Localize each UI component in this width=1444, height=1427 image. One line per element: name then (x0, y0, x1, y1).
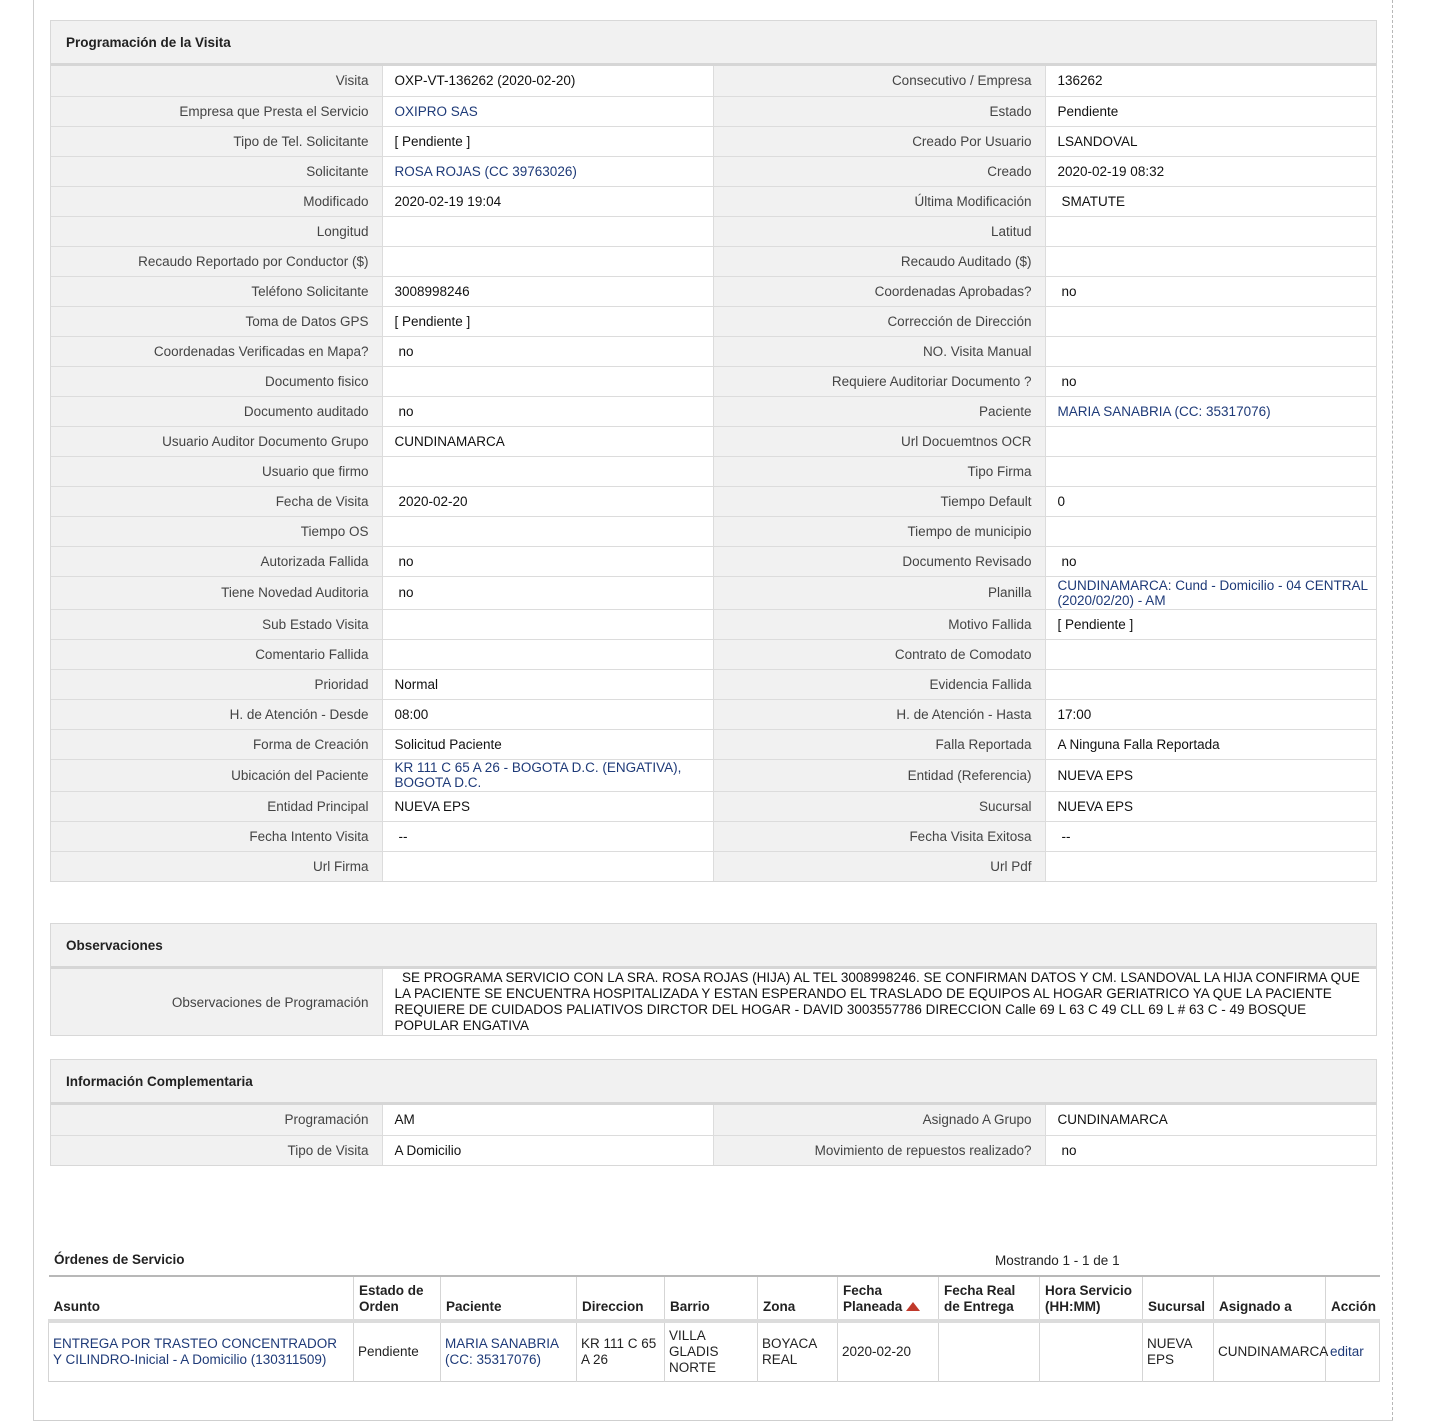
label-ultima-modificacion: Última Modificación (713, 186, 1045, 216)
label-coordenadas-aprobadas: Coordenadas Aprobadas? (713, 276, 1045, 306)
value-planilla (1045, 576, 1376, 609)
label-fecha-intento-visita: Fecha Intento Visita (51, 821, 382, 851)
field-row (51, 486, 1376, 516)
value-paciente (1045, 396, 1376, 426)
field-row (51, 396, 1376, 426)
label-programacion: Programación (51, 1105, 382, 1135)
observaciones-text: SE PROGRAMA SERVICIO CON LA SRA. ROSA ROJAS (HIJA) AL TEL 3008998246. SE CONFIRMAN DATOS Y CM. LSANDOVAL LA HIJA CONFIRMA QUE LA PACIENTE SE ENCUENTRA HOSPITALIZADA Y ESTAN ESPERANDO EL TRASLADO DE EQUIPOS AL HOGAR GERIATRICO YA QUE LA PACIENTE REQUIERE DE CUIDADOS PALIATIVOS DIRCTOR DEL HOGAR - DAVID 3003557786 DIRECCION Calle 69 L 63 C 49 CLL 69 L # 63 C - 49 BOSQUE POPULAR ENGATIVA (394, 970, 1364, 1033)
label-falla-reportada: Falla Reportada (713, 729, 1045, 759)
ordenes-title: Órdenes de Servicio (54, 1252, 185, 1267)
programacion-title: Programación de la Visita (51, 21, 1376, 66)
label-sub-estado-visita: Sub Estado Visita (51, 609, 382, 639)
label-url-firma: Url Firma (51, 851, 382, 881)
label-usuario-auditor-documento-grupo: Usuario Auditor Documento Grupo (51, 426, 382, 456)
label-motivo-fallida: Motivo Fallida (713, 609, 1045, 639)
label-recaudo-auditado: Recaudo Auditado ($) (713, 246, 1045, 276)
programacion-panel (50, 20, 1377, 882)
field-row (51, 576, 1376, 609)
field-row (51, 791, 1376, 821)
orden-fecha-planeada: 2020-02-20 (838, 1321, 939, 1382)
orden-barrio: VILLA GLADIS NORTE (665, 1321, 758, 1382)
col-fecha-real[interactable]: Fecha Real de Entrega (939, 1276, 1040, 1321)
planilla-link[interactable]: CUNDINAMARCA: Cund - Domicilio - 04 CENTRAL (2020/02/20) - AM (1057, 577, 1368, 608)
value-toma-de-datos-gps: [ Pendiente ] (382, 306, 713, 336)
field-row (51, 759, 1376, 791)
label-creado-por-usuario: Creado Por Usuario (713, 126, 1045, 156)
table-row (49, 1321, 1380, 1382)
value-telefono-solicitante: 3008998246 (382, 276, 713, 306)
value-empresa-que-presta-el-servicio (382, 96, 713, 126)
col-barrio[interactable]: Barrio (665, 1276, 758, 1321)
orden-zona: BOYACA REAL (758, 1321, 838, 1382)
label-latitud: Latitud (713, 216, 1045, 246)
field-row (51, 276, 1376, 306)
value-url-docuemtnos-ocr (1045, 426, 1376, 456)
value-comentario-fallida (382, 639, 713, 669)
value-ubicacion-del-paciente (382, 759, 713, 791)
field-row (51, 66, 1376, 96)
label-h-de-atencion-hasta: H. de Atención - Hasta (713, 699, 1045, 729)
empresa-que-presta-el-servicio-link[interactable]: OXIPRO SAS (394, 103, 478, 119)
value-sucursal: NUEVA EPS (1045, 791, 1376, 821)
field-row (51, 669, 1376, 699)
col-estado[interactable]: Estado de Orden (354, 1276, 441, 1321)
value-usuario-que-firmo (382, 456, 713, 486)
programacion-table (51, 66, 1377, 881)
label-modificado: Modificado (51, 186, 382, 216)
value-movimiento-de-repuestos-realizado: no (1045, 1135, 1376, 1165)
value-recaudo-auditado (1045, 246, 1376, 276)
orden-direccion: KR 111 C 65 A 26 (577, 1321, 665, 1382)
label-paciente: Paciente (713, 396, 1045, 426)
value-coordenadas-aprobadas: no (1045, 276, 1376, 306)
label-asignado-a-grupo: Asignado A Grupo (713, 1105, 1045, 1135)
col-accion: Acción (1326, 1276, 1380, 1321)
value-url-pdf (1045, 851, 1376, 881)
value-usuario-auditor-documento-grupo: CUNDINAMARCA (382, 426, 713, 456)
value-consecutivo-empresa: 136262 (1045, 66, 1376, 96)
orden-asignado: CUNDINAMARCA (1214, 1321, 1326, 1382)
label-recaudo-reportado-por-conductor: Recaudo Reportado por Conductor ($) (51, 246, 382, 276)
col-hora-servicio[interactable]: Hora Servicio (HH:MM) (1040, 1276, 1143, 1321)
field-row (51, 1135, 1376, 1165)
paciente-link[interactable]: MARIA SANABRIA (CC: 35317076) (1057, 403, 1271, 419)
orden-editar-link[interactable]: editar (1330, 1344, 1364, 1359)
field-row (51, 1105, 1376, 1135)
col-fecha-planeada-label: Fecha Planeada (843, 1283, 903, 1314)
value-tipo-de-tel-solicitante: [ Pendiente ] (382, 126, 713, 156)
label-empresa-que-presta-el-servicio: Empresa que Presta el Servicio (51, 96, 382, 126)
value-autorizada-fallida: no (382, 546, 713, 576)
sort-ascending-icon[interactable] (906, 1302, 920, 1311)
field-row (51, 546, 1376, 576)
ubicacion-del-paciente-link[interactable]: KR 111 C 65 A 26 - BOGOTA D.C. (ENGATIVA), BOGOTA D.C. (394, 760, 682, 790)
field-row (51, 609, 1376, 639)
value-contrato-de-comodato (1045, 639, 1376, 669)
value-tiene-novedad-auditoria: no (382, 576, 713, 609)
field-row (51, 186, 1376, 216)
field-row (51, 851, 1376, 881)
field-row (51, 729, 1376, 759)
label-no-visita-manual: NO. Visita Manual (713, 336, 1045, 366)
field-row (51, 366, 1376, 396)
value-forma-de-creacion: Solicitud Paciente (382, 729, 713, 759)
complementaria-title: Información Complementaria (51, 1060, 1376, 1105)
observaciones-title: Observaciones (51, 924, 1376, 969)
label-h-de-atencion-desde: H. de Atención - Desde (51, 699, 382, 729)
label-consecutivo-empresa: Consecutivo / Empresa (713, 66, 1045, 96)
field-row (51, 246, 1376, 276)
col-fecha-planeada[interactable] (838, 1276, 939, 1321)
value-solicitante (382, 156, 713, 186)
label-fecha-visita-exitosa: Fecha Visita Exitosa (713, 821, 1045, 851)
value-correccion-de-direccion (1045, 306, 1376, 336)
label-evidencia-fallida: Evidencia Fallida (713, 669, 1045, 699)
value-motivo-fallida: [ Pendiente ] (1045, 609, 1376, 639)
value-latitud (1045, 216, 1376, 246)
value-coordenadas-verificadas-en-mapa: no (382, 336, 713, 366)
label-movimiento-de-repuestos-realizado: Movimiento de repuestos realizado? (713, 1135, 1045, 1165)
value-falla-reportada: A Ninguna Falla Reportada (1045, 729, 1376, 759)
col-direccion[interactable]: Direccion (577, 1276, 665, 1321)
label-longitud: Longitud (51, 216, 382, 246)
field-row (51, 456, 1376, 486)
orden-asunto-link[interactable]: ENTREGA POR TRASTEO CONCENTRADOR Y CILINDRO-Inicial - A Domicilio (130311509) (53, 1336, 338, 1367)
label-correccion-de-direccion: Corrección de Dirección (713, 306, 1045, 336)
orden-fecha-real (939, 1321, 1040, 1382)
field-row (51, 216, 1376, 246)
value-url-firma (382, 851, 713, 881)
value-evidencia-fallida (1045, 669, 1376, 699)
value-requiere-auditoriar-documento: no (1045, 366, 1376, 396)
ordenes-table (48, 1275, 1380, 1382)
label-telefono-solicitante: Teléfono Solicitante (51, 276, 382, 306)
complementaria-table (51, 1105, 1377, 1165)
field-row (51, 126, 1376, 156)
observaciones-label: Observaciones de Programación (51, 969, 382, 1035)
field-row (51, 821, 1376, 851)
label-comentario-fallida: Comentario Fallida (51, 639, 382, 669)
solicitante-link[interactable]: ROSA ROJAS (CC 39763026) (394, 163, 577, 179)
value-documento-auditado: no (382, 396, 713, 426)
orden-hora (1040, 1321, 1143, 1382)
field-row (51, 639, 1376, 669)
col-asignado[interactable]: Asignado a (1214, 1276, 1326, 1321)
label-tipo-de-visita: Tipo de Visita (51, 1135, 382, 1165)
value-h-de-atencion-desde: 08:00 (382, 699, 713, 729)
label-tiene-novedad-auditoria: Tiene Novedad Auditoria (51, 576, 382, 609)
label-usuario-que-firmo: Usuario que firmo (51, 456, 382, 486)
value-tiempo-os (382, 516, 713, 546)
value-fecha-visita-exitosa: -- (1045, 821, 1376, 851)
orden-estado: Pendiente (354, 1321, 441, 1382)
label-entidad-referencia: Entidad (Referencia) (713, 759, 1045, 791)
value-longitud (382, 216, 713, 246)
field-row (51, 306, 1376, 336)
label-entidad-principal: Entidad Principal (51, 791, 382, 821)
label-sucursal: Sucursal (713, 791, 1045, 821)
label-tiempo-de-municipio: Tiempo de municipio (713, 516, 1045, 546)
value-creado-por-usuario: LSANDOVAL (1045, 126, 1376, 156)
col-zona[interactable]: Zona (758, 1276, 838, 1321)
label-creado: Creado (713, 156, 1045, 186)
label-tiempo-os: Tiempo OS (51, 516, 382, 546)
label-documento-revisado: Documento Revisado (713, 546, 1045, 576)
value-ultima-modificacion: SMATUTE (1045, 186, 1376, 216)
label-contrato-de-comodato: Contrato de Comodato (713, 639, 1045, 669)
label-tiempo-default: Tiempo Default (713, 486, 1045, 516)
field-row (51, 426, 1376, 456)
complementaria-panel (50, 1059, 1377, 1166)
label-forma-de-creacion: Forma de Creación (51, 729, 382, 759)
value-modificado: 2020-02-19 19:04 (382, 186, 713, 216)
value-fecha-intento-visita: -- (382, 821, 713, 851)
field-row (51, 156, 1376, 186)
value-tipo-de-visita: A Domicilio (382, 1135, 713, 1165)
col-paciente[interactable]: Paciente (441, 1276, 577, 1321)
value-no-visita-manual (1045, 336, 1376, 366)
value-fecha-de-visita: 2020-02-20 (382, 486, 713, 516)
value-estado: Pendiente (1045, 96, 1376, 126)
label-url-docuemtnos-ocr: Url Docuemtnos OCR (713, 426, 1045, 456)
value-asignado-a-grupo: CUNDINAMARCA (1045, 1105, 1376, 1135)
label-prioridad: Prioridad (51, 669, 382, 699)
label-tipo-firma: Tipo Firma (713, 456, 1045, 486)
value-recaudo-reportado-por-conductor (382, 246, 713, 276)
label-estado: Estado (713, 96, 1045, 126)
value-tiempo-de-municipio (1045, 516, 1376, 546)
value-h-de-atencion-hasta: 17:00 (1045, 699, 1376, 729)
value-tiempo-default: 0 (1045, 486, 1376, 516)
field-row (51, 96, 1376, 126)
label-coordenadas-verificadas-en-mapa: Coordenadas Verificadas en Mapa? (51, 336, 382, 366)
observaciones-table (51, 969, 1376, 1035)
label-requiere-auditoriar-documento: Requiere Auditoriar Documento ? (713, 366, 1045, 396)
label-autorizada-fallida: Autorizada Fallida (51, 546, 382, 576)
orden-paciente-link[interactable]: MARIA SANABRIA (CC: 35317076) (445, 1336, 559, 1367)
ordenes-count: Mostrando 1 - 1 de 1 (995, 1253, 1120, 1268)
value-creado: 2020-02-19 08:32 (1045, 156, 1376, 186)
col-asunto[interactable]: Asunto (49, 1276, 354, 1321)
value-entidad-referencia: NUEVA EPS (1045, 759, 1376, 791)
label-planilla: Planilla (713, 576, 1045, 609)
label-url-pdf: Url Pdf (713, 851, 1045, 881)
label-ubicacion-del-paciente: Ubicación del Paciente (51, 759, 382, 791)
observaciones-panel (50, 923, 1377, 1036)
label-visita: Visita (51, 66, 382, 96)
col-sucursal[interactable]: Sucursal (1143, 1276, 1214, 1321)
value-documento-fisico (382, 366, 713, 396)
field-row (51, 699, 1376, 729)
field-row (51, 516, 1376, 546)
page-edge-divider (1392, 0, 1393, 1420)
value-prioridad: Normal (382, 669, 713, 699)
label-toma-de-datos-gps: Toma de Datos GPS (51, 306, 382, 336)
label-documento-auditado: Documento auditado (51, 396, 382, 426)
value-programacion: AM (382, 1105, 713, 1135)
orden-sucursal: NUEVA EPS (1143, 1321, 1214, 1382)
value-documento-revisado: no (1045, 546, 1376, 576)
label-tipo-de-tel-solicitante: Tipo de Tel. Solicitante (51, 126, 382, 156)
value-entidad-principal: NUEVA EPS (382, 791, 713, 821)
label-solicitante: Solicitante (51, 156, 382, 186)
value-tipo-firma (1045, 456, 1376, 486)
label-fecha-de-visita: Fecha de Visita (51, 486, 382, 516)
value-visita: OXP-VT-136262 (2020-02-20) (382, 66, 713, 96)
label-documento-fisico: Documento fisico (51, 366, 382, 396)
value-sub-estado-visita (382, 609, 713, 639)
field-row (51, 336, 1376, 366)
